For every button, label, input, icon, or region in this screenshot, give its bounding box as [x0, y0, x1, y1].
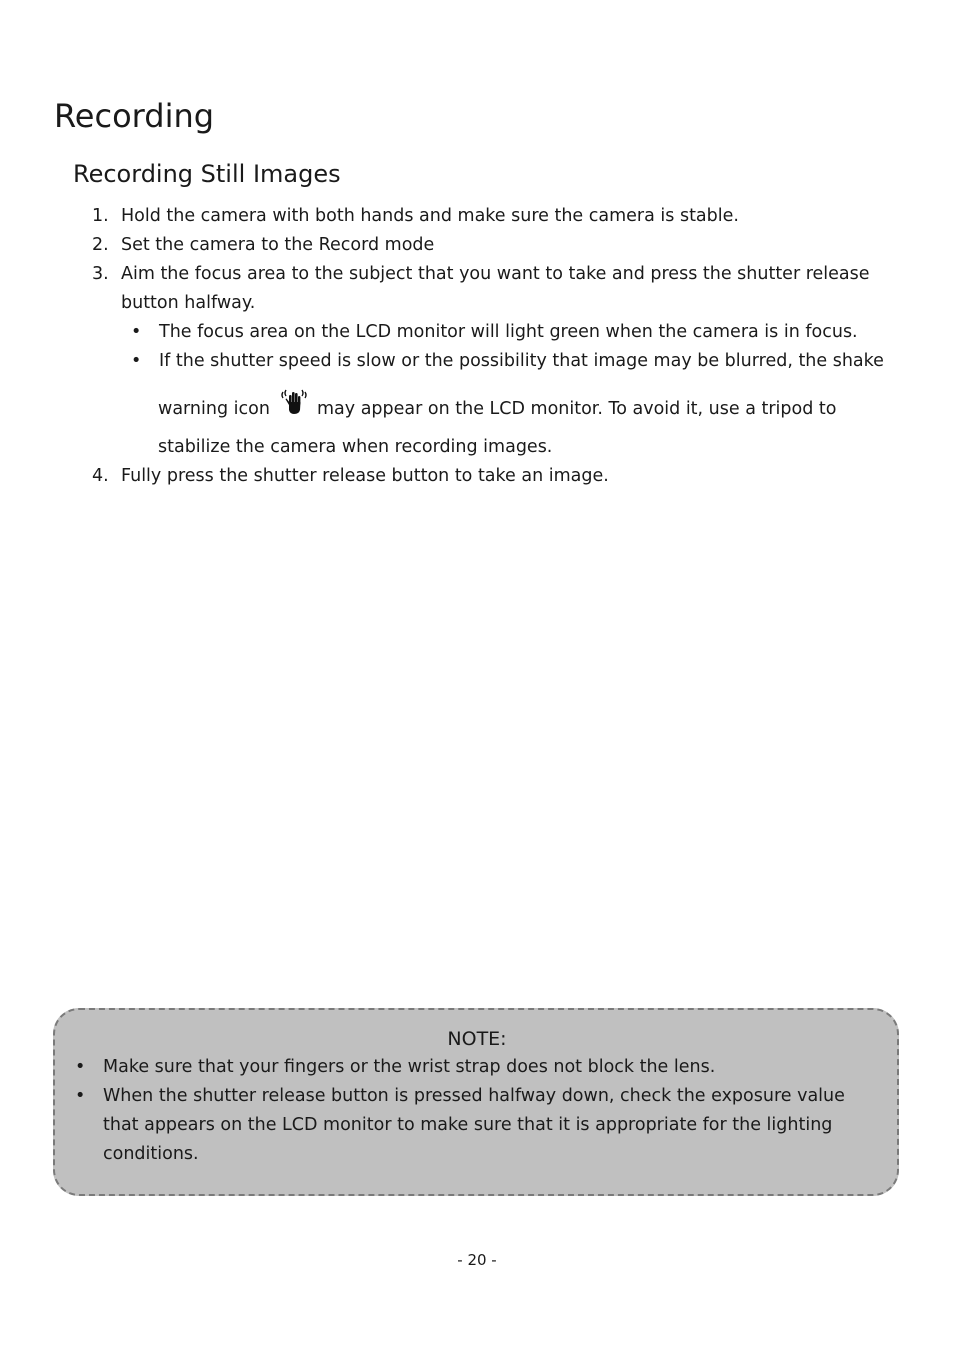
page-number: - 20 - [457, 1251, 497, 1269]
step-text: Fully press the shutter release button to take an image. [121, 466, 609, 486]
note-title: NOTE: [447, 1028, 507, 1050]
bullet-text: If the shutter speed is slow or the possibility that image may be blurred, the shake [159, 351, 884, 371]
bullet-text: The focus area on the LCD monitor will light green when the camera is in focus. [159, 322, 858, 342]
step-text: Aim the focus area to the subject that you want to take and press the shutter release [121, 264, 870, 284]
bullet-text: warning icon [158, 399, 270, 419]
bullet-text: stabilize the camera when recording images. [158, 437, 553, 457]
note-text: that appears on the LCD monitor to make sure that it is appropriate for the lighting [103, 1115, 833, 1135]
shake-warning-hand-icon [280, 388, 308, 416]
step-number: 3. [92, 264, 109, 284]
note-text: Make sure that your fingers or the wrist strap does not block the lens. [103, 1057, 716, 1077]
bullet-marker: • [75, 1086, 86, 1106]
step-number: 2. [92, 235, 109, 255]
step-number: 4. [92, 466, 109, 486]
page-title: Recording [54, 97, 215, 135]
step-number: 1. [92, 206, 109, 226]
bullet-marker: • [131, 322, 142, 342]
section-heading: Recording Still Images [73, 160, 341, 188]
step-text: Hold the camera with both hands and make sure the camera is stable. [121, 206, 739, 226]
note-text: When the shutter release button is pressed halfway down, check the exposure value [103, 1086, 845, 1106]
bullet-marker: • [131, 351, 142, 371]
step-text: Set the camera to the Record mode [121, 235, 435, 255]
step-text: button halfway. [121, 293, 256, 313]
bullet-text: may appear on the LCD monitor. To avoid it, use a tripod to [317, 399, 837, 419]
note-text: conditions. [103, 1144, 199, 1164]
bullet-marker: • [75, 1057, 86, 1077]
